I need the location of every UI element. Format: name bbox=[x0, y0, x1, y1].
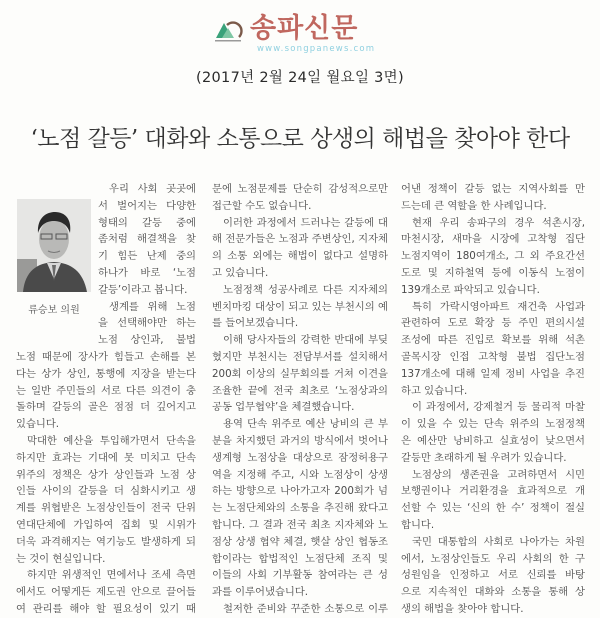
article-text-line: 과를 이루어냈습니다. bbox=[212, 586, 309, 599]
article-text-line: 성원임을 인정하고 서로 신뢰를 바탕 bbox=[401, 569, 585, 582]
article-text-line: 이러한 과정에서 드러나는 갈등에 대 bbox=[223, 216, 388, 229]
article-text-line: 인들 사이의 갈등을 더 심화시키고 생 bbox=[16, 485, 196, 498]
article-text-line: 다는 상가 상인, 통행에 지장을 받는다 bbox=[16, 367, 196, 380]
article-text-line: 여 관리를 해야 할 필요성이 있기 때 bbox=[16, 602, 196, 615]
article-text-line: 벤치마킹 대상이 되고 있는 부천시의 예 bbox=[212, 300, 388, 313]
article-text-line: 고 있습니다. bbox=[212, 266, 269, 279]
article-text-line: 139개소로 파악되고 있습니다. bbox=[401, 283, 540, 296]
article-text-line: 위주의 정책은 상가 상인들과 노점 상 bbox=[16, 468, 196, 481]
article-column-3 bbox=[401, 181, 585, 618]
article-text-line: 우리 사회 곳곳에 bbox=[109, 183, 196, 195]
article-text-line: 더욱 과격해지는 역기능도 발생하게 되 bbox=[16, 535, 196, 548]
article-text-line: 서 벌어지는 다양한 bbox=[98, 199, 196, 212]
newspaper-logo-icon bbox=[213, 18, 243, 44]
article-text-line: 보행권이나 거리환경을 효과적으로 개 bbox=[401, 485, 585, 498]
article-text-line: 갈등’이라고 봅니다. bbox=[98, 283, 188, 296]
article-text-line: 생계를 위해 노점 bbox=[109, 300, 196, 313]
newspaper-title: 송파신문 bbox=[250, 13, 359, 44]
dateline: (2017년 2월 24일 월요일 3면) bbox=[196, 70, 404, 86]
article-text-line: 좀처럼 해결책을 찾 bbox=[98, 233, 196, 246]
article-text-line: 합니다. bbox=[401, 518, 435, 531]
article-text-line: 이들의 사회 기부활동 참여라는 큰 성 bbox=[212, 569, 388, 582]
newspaper-url: www.songpanews.com bbox=[257, 44, 376, 54]
article-text-line: 노점상의 생존권을 고려하면서 시민 bbox=[412, 468, 585, 481]
article-text-line: 특히 가락시영아파트 재건축 사업과 bbox=[412, 300, 585, 313]
article-text-line: 형태의 갈등 중에 bbox=[98, 216, 196, 229]
article-text-line: 도로 및 지하철역 등에 이동식 노점이 bbox=[401, 266, 585, 279]
article-text-line: 을 선택해야만 하는 bbox=[98, 317, 196, 330]
article-text-line: 는 일반 주민들의 서로 다른 의견이 충 bbox=[16, 384, 196, 397]
article-text-line: 합니다. 그 결과 전국 최초 지자체와 노 bbox=[212, 518, 388, 531]
article-text-line: 어낸 정책이 갈등 없는 지역사회를 만 bbox=[401, 183, 585, 195]
article-text-line: 드는데 큰 역할을 한 사례입니다. bbox=[401, 199, 547, 212]
article-text-line: 분을 차지했던 과거의 방식에서 벗어나 bbox=[212, 434, 388, 447]
article-text-line: 노점지역이 180여개소, 그 외 주요간선 bbox=[401, 250, 585, 263]
article-text-line: 으로 지속적인 대화와 소통을 통해 상 bbox=[401, 586, 585, 599]
portrait-photo-icon bbox=[17, 199, 91, 292]
article-text-line: 합이라는 합법적인 노점단체 조직 및 bbox=[212, 552, 388, 565]
article-text-line: 문에 노점문제를 단순히 감성적으로만 bbox=[212, 183, 388, 195]
article-text-line: 조성에 따른 진입로 확보를 위해 석촌 bbox=[401, 334, 585, 347]
article-text-line: 갈등만 초래하게 될 우려가 있습니다. bbox=[401, 451, 567, 464]
article-text-line: 계를 위협받은 노점상인들이 전국 단위 bbox=[16, 502, 196, 515]
article-text-line: 점상 상생 협약 체결, 햇살 상인 협동조 bbox=[212, 535, 388, 548]
author-photo bbox=[17, 199, 91, 292]
article-text-line: 노점 상인과, 불법 bbox=[98, 334, 196, 347]
article-column-1-bottom bbox=[16, 349, 196, 618]
article-text-line: 철저한 준비와 꾸준한 소통으로 이루 bbox=[223, 602, 388, 615]
article-column-2 bbox=[212, 181, 388, 618]
article-text-line: 이해 당사자들의 강력한 반대에 부딪 bbox=[223, 334, 388, 347]
article-text-line: 접근할 수도 없습니다. bbox=[212, 199, 312, 212]
article-text-line: 현재 우리 송파구의 경우 석촌시장, bbox=[412, 216, 585, 229]
article-text-line: 를 들어보겠습니다. bbox=[212, 317, 299, 330]
article-text-line: 200회 이상의 실무회의를 거쳐 이견을 bbox=[212, 367, 388, 380]
photo-caption: 류승보 의원 bbox=[28, 305, 80, 316]
article-text-line: 는 것이 현실입니다. bbox=[16, 552, 106, 565]
article-text-line: 하지만 효과는 기대에 못 미치고 단속 bbox=[16, 451, 196, 464]
article-text-line: 관련하여 도로 확장 등 주민 편의시설 bbox=[401, 317, 585, 330]
article-text-line: 이 과정에서, 강제철거 등 물리적 마찰 bbox=[412, 401, 585, 414]
article-text-line: 국민 대통합의 사회로 나아가는 차원 bbox=[412, 535, 585, 548]
article-text-line: 역을 지정해 주고, 시와 노점상이 상생 bbox=[212, 468, 388, 481]
article-text-line: 있습니다. bbox=[16, 418, 60, 431]
article-text-line: 노점정책 성공사례로 다른 지자체의 bbox=[223, 283, 388, 296]
article-headline: ‘노점 갈등’ 대화와 소통으로 상생의 해법을 찾아야 한다 bbox=[30, 126, 570, 152]
article-text-line: 연대단체에 가입하여 집회 및 시위가 bbox=[16, 518, 196, 531]
article-text-line: 하지만 위생적인 면에서나 조세 측면 bbox=[27, 569, 196, 582]
article-text-line: 해 전문가들은 노점과 주변상인, 지자체 bbox=[212, 233, 388, 246]
article-text-line: 의 소통 외에는 해법이 없다고 설명하 bbox=[212, 250, 388, 263]
article-text-line: 하는 방향으로 나아가고자 200회가 넘 bbox=[212, 485, 388, 498]
article-text-line: 이 있을 수 있는 단속 위주의 노점정책 bbox=[401, 418, 585, 431]
article-text-line: 용역 단속 위주로 예산 낭비의 큰 부 bbox=[223, 418, 388, 431]
article-text-line: 하나가 바로 ‘노점 bbox=[98, 266, 196, 279]
article-text-line: 에서도 어떻게든 제도권 안으로 끌어들 bbox=[16, 586, 196, 599]
article-text-line: 기 힘든 난제 중의 bbox=[98, 250, 196, 263]
article-text-line: 골목시장 인접 고착형 불법 집단노점 bbox=[401, 350, 585, 363]
article-text-line: 막대한 예산을 투입해가면서 단속을 bbox=[27, 434, 196, 447]
article-text-line: 하고 있습니다. bbox=[401, 384, 468, 397]
article-text-line: 에서, 노점상인들도 우리 사회의 한 구 bbox=[401, 552, 585, 565]
article-text-line: 공동 업무협약’을 체결했습니다. bbox=[212, 401, 355, 414]
article-text-line: 생의 해법을 찾아야 합니다. bbox=[401, 602, 524, 615]
article-text-line: 노점 때문에 장사가 힘들고 손해를 본 bbox=[16, 351, 196, 363]
article-text-line: 혔지만 부천시는 전담부서를 설치해서 bbox=[212, 350, 388, 363]
article-text-line: 은 예산만 낭비하고 실효성이 낮으면서 bbox=[401, 434, 585, 447]
article-text-line: 돌하며 갈등의 골은 점점 더 깊어지고 bbox=[16, 401, 196, 414]
article-text-line: 조율한 끝에 전국 최초로 ‘노점상과의 bbox=[212, 384, 388, 397]
article-text-line: 생계형 노점상을 대상으로 잠정허용구 bbox=[212, 451, 388, 464]
article-text-line: 137개소에 대해 일제 정비 사업을 추진 bbox=[401, 367, 585, 380]
article-text-line: 선할 수 있는 ‘신의 한 수’ 정책이 절실 bbox=[401, 502, 585, 515]
masthead bbox=[0, 8, 600, 52]
article-text-line: 마천시장, 새마을 시장에 고착형 집단 bbox=[401, 233, 585, 246]
article-text-line: 는 노점단체와의 소통을 추진해 왔다고 bbox=[212, 502, 388, 515]
article-column-1-top bbox=[98, 181, 196, 349]
